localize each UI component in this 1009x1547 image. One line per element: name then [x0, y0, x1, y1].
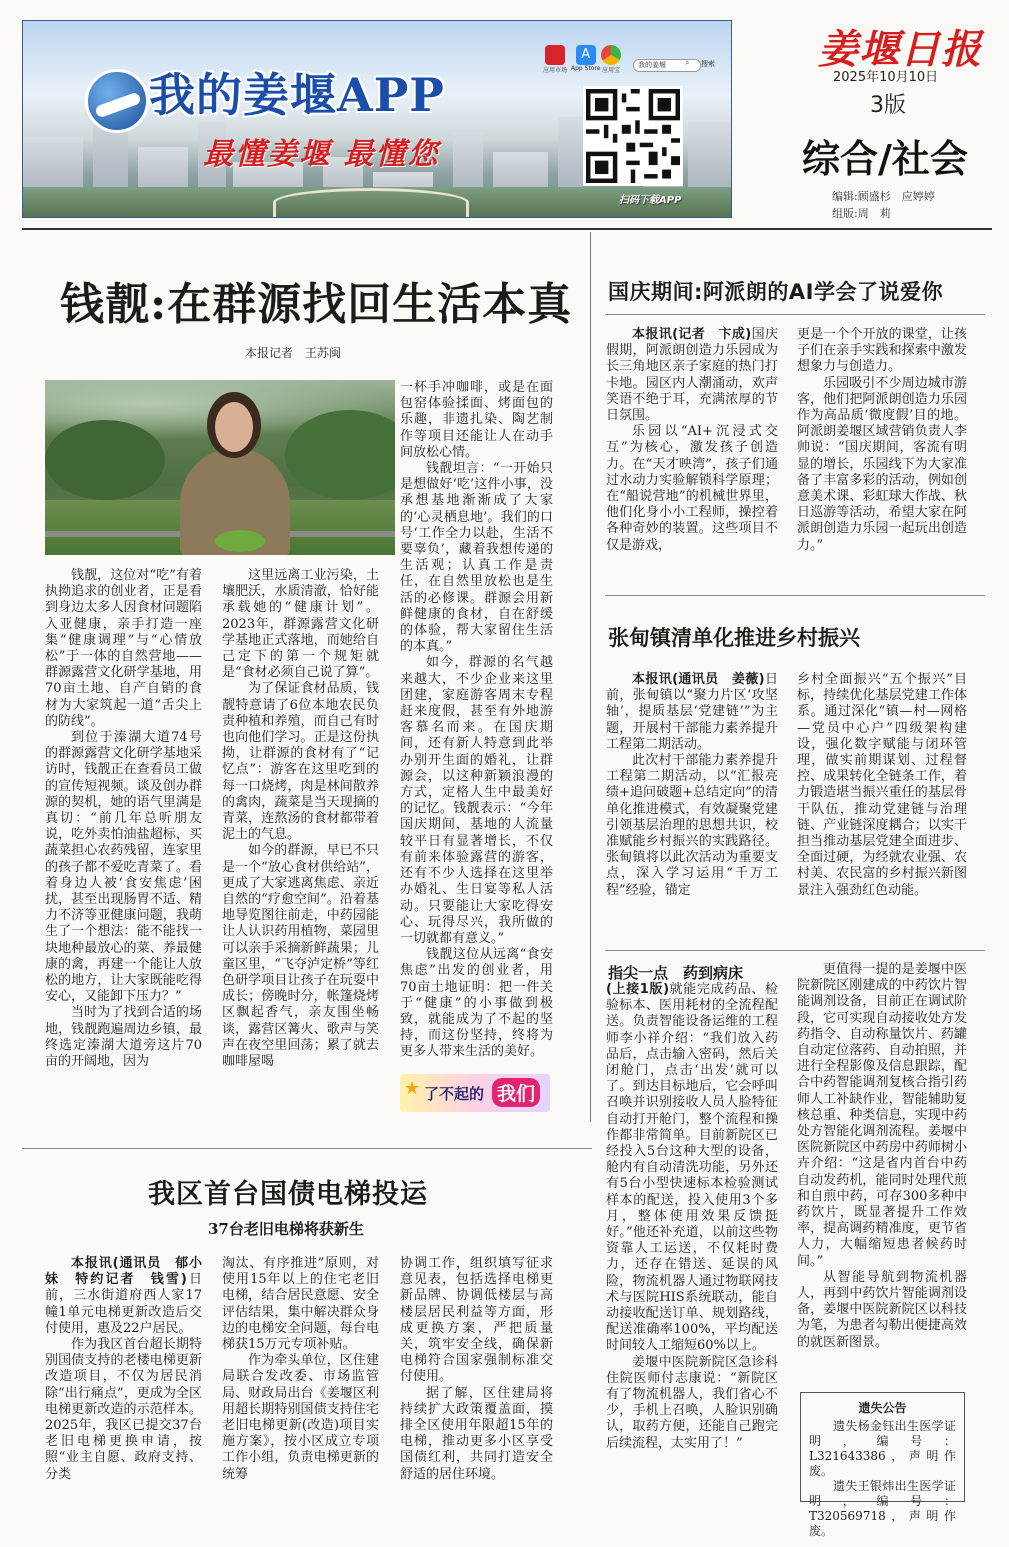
main-byline: 本报记者 王苏闽 [245, 346, 342, 360]
column-divider [590, 232, 591, 1122]
notice-item: 遗失杨金钰出生医学证明，编号：L321643386，声明作废。 [809, 1419, 956, 1478]
star-icon: ★ [404, 1078, 421, 1099]
med-col-2: 更值得一提的是姜堰中医院新院区刚建成的中药饮片智能调剂设备，目前正在调试阶段，它可实现自动接收处方发药指令、自动称量饮片、药罐自动定位落药、自动拍照，并进行全程影像及信息跟踪，配合中药智能调剂复核合指引药师人工补缺作业，智能辅助复核总重、种类信息，实现中药处方智能化调剂流程。姜堰中医院新院区中药房中药师树小卉介绍：“这是省内首台中药自动发药机，能同时处理代煎和自煎中药，可存300多种中药饮片，既显著提升工作效率，提高调药精准度，更节省人力，大幅缩短患者候药时间。” 从智能导航到物流机器人，再到中药饮片智能调剂设备，姜堰中医院新院区以科技为笔，为患者勾勒出便捷高效的就医新图景。 [797, 962, 967, 1350]
layout-line: 组版:周 莉 [832, 207, 891, 220]
section-divider-2 [605, 950, 985, 951]
page-number: 3版 [870, 93, 906, 118]
section-divider-3 [22, 1148, 592, 1149]
app-title: 我的姜堰APP [149, 68, 445, 122]
huawei-store-icon [545, 45, 565, 65]
ai-col-1: 本报讯(记者 卞成)国庆假期，阿派朗创造力乐园成为长三角地区亲子家庭的热门打卡地。园区内人潮涌动，欢声笑语不绝于耳，充满浓厚的节日氛围。 乐园以“AI+沉浸式交互”为核心，激发孩子创造力。在“天才映湾”，孩子们通过水动力实验解锁科学原理；在“船说营地”的机械世界里，他们化身小小工程师，操控着各种奇妙的装置。这些项目不仅是游戏， [606, 327, 778, 553]
issue-date: 2025年10月10日 [833, 70, 939, 85]
qr-code-icon [586, 89, 680, 183]
ai-col-2: 更是一个个开放的课堂，让孩子们在亲手实践和探索中激发想象力与创造力。 乐园吸引不少周边城市游客，他们把阿派朗创造力乐园作为高品质‘微度假’目的地。阿派朗姜堰区域营销负责人李帅说：“国庆期间，客流有明显的增长，乐园线下为大家准备了丰富多彩的活动，例如创意美术课、彩虹球大作战、秋日巡游等活动，希望大家在阿派朗创造力乐园一起玩出创造力。” [797, 327, 967, 553]
search-input[interactable]: 我的姜堰 [633, 59, 701, 72]
main-col-1: 钱靓，这位对“吃”有着执拗追求的创业者，正是看到身边太多人因食材问题陷入亚健康，亲手打造一座集“健康调理”与“心情放松”于一体的自然营地——群源露营文化研学基地，用70亩土地、自产自销的食材为大家筑起一道“舌尖上的防线”。 到位于溱湖大道74号的群源露营文化研学基地采访时，钱靓正在查看员工做的宣传短视频。谈及创办群源的契机，她的语气里满是真切：“前几年总听朋友说，吃外卖怕油盐超标，买蔬菜担心农药残留，连家里的孩子都不爱吃青菜了。看着身边人被‘食安焦虑’困扰，甚至出现肠胃不适、精力不济等亚健康问题，我萌生了一个想法：能不能找一块地种最放心的菜、养最健康的禽，再建一个能让人放松的地方，让大家既能吃得安心，又能卸下压力？” 当时为了找到合适的场地，钱靓跑遍周边乡镇，最终选定溱湖大道旁这片70亩的开阔地，因为 [45, 568, 202, 1070]
search-icon: ⌕ [685, 58, 690, 67]
app-store[interactable]: A App Store [571, 47, 601, 72]
search-button[interactable]: 搜索 [701, 60, 715, 68]
main-col-2: 这里远离工业污染，土壤肥沃，水质清澈，恰好能承载她的“健康计划”。2023年，群源露营文化研学基地正式落地，而她给自己定下的第一个规矩就是“食材必须自己说了算”。 为了保证食材品质，钱靓特意请了6位本地农民负责种植和养殖，而自己有时也向他们学习。正是这份执拗，让群源的食材有了“记忆点”：游客在这里吃到的每一口烧烤，肉是林间散养的禽肉，蔬菜是当天现摘的青菜，连熬汤的食材都带着泥土的气息。 如今的群源，早已不只是一个“放心食材供给站”，更成了大家逃离焦虑、亲近自然的“疗愈空间”。沿着基地导览图往前走，中药园能让人认识药用植物，菜园里可以亲手采摘新鲜蔬果；儿童区里，“飞夺泸定桥”等红色研学项目让孩子在玩耍中成长；傍晚时分，帐篷烧烤区飘起香气，亲友围坐畅谈，露营区篝火、歌声与笑声在夜空里回荡；累了就去咖啡屋喝 [222, 568, 379, 1070]
elev-col-1: 本报讯(通讯员 郁小妹 特约记者 钱雪)日前，三水街道府西人家17幢1单元电梯更新改造后交付使用，惠及22户居民。 作为我区首台超长期特别国债支持的老楼电梯更新改造项目，不仅为居民消除“出行痛点”，更成为全区电梯更新改造的示范样本。2025年，我区已提交37台老旧电梯更换申请，按照“业主自愿、政府支持、分类 [45, 1256, 202, 1482]
column-badge [400, 1074, 550, 1112]
app-store-icon: A [576, 45, 596, 65]
app-slogan: 最懂姜堰 最懂您 [203, 137, 440, 172]
yingyongbao-icon [601, 45, 621, 65]
elev-headline: 我区首台国债电梯投运 [148, 1179, 428, 1210]
zd-col-1: 本报讯(通讯员 姜薇)日前，张甸镇以“聚力片区‘攻坚轴’，提质基层‘党建链’”为主题，开展村干部能力素养提升工程第二期活动。 此次村干部能力素养提升工程第二期活动，以“汇报亮绩+追问破题+总结定向”的清单化推进模式，有效凝聚党建引领基层治理的思想共识，校准赋能乡村振兴的实践路径。张甸镇将以此次活动为重要支点，深入学习运用“千万工程”经验，锚定 [606, 672, 778, 898]
med-col-1: (上接1版)就能完成药品、检验标本、医用耗材的全流程配送。负责智能设备运维的工程师李小祥介绍：“我们放入药品后，点击输入密码，然后关闭舱门，点击‘出发’就可以了。到达目标地后，它会呼叫召唤并识别接收人员人脸特征自动打开舱门，整个流程和操作都非常简单。目前新院区已经投入5台这种大型的设备，舱内有自动清洗功能，另外还有5台小型快速标本检验测试样本的配送，投入使用3个多月，整体使用效果反馈挺好。”他还补充道，以前这些物资靠人工运送，不仅耗时费力，还存在错送、延误的风险，物流机器人通过物联网技术与医院HIS系统联动，能自动接收配送订单、规划路线，配送准确率100%，平均配送时间较人工缩短60%以上。 姜堰中医院新院区急诊科住院医师付志康说：“新院区有了物流机器人，我们省心不少，手机上召唤，人脸识别确认，取药方便，还能自己跑完后续流程，太实用了！” [606, 982, 778, 1451]
badge-highlight: 我们 [492, 1078, 540, 1107]
elev-col-2: 淘汰、有序推进”原则，对使用15年以上的住宅老旧电梯，结合居民意愿、安全评估结果，集中解决群众身边的电梯安全问题，每台电梯获15万元专项补贴。 作为牵头单位，区住建局联合发改委、市场监管局、财政局出台《姜堰区利用超长期特别国债支持住宅老旧电梯更新(改造)项目实施方案》，按小区成立专项工作小组，负责电梯更新的统筹 [222, 1256, 379, 1482]
huawei-store[interactable]: 应用市场 [543, 45, 567, 74]
main-photo [45, 380, 395, 555]
elev-col-3: 协调工作，组织填写征求意见表，包括选择电梯更新品牌、协调低楼层与高楼层居民利益等方面，形成更换方案，严把质量关，筑牢安全线，确保新电梯符合国家强制标准交付使用。 据了解，区住建局将持续扩大政策覆盖面，摸排全区使用年限超15年的电梯，推动更多小区享受国债红利，共同打造安全舒适的居住环境。 [400, 1256, 553, 1482]
med-headline: 指尖一点 药到病床 [608, 964, 744, 982]
notice-item: 遗失王银炜出生医学证明，编号：T320569718，声明作废。 [809, 1479, 956, 1538]
badge-text: 了不起的 [424, 1085, 485, 1103]
notice-title: 遗失公告 [858, 1401, 907, 1415]
section-title: 综合/社会 [802, 136, 968, 181]
app-banner[interactable] [22, 20, 732, 218]
main-col-3: 一杯手冲咖啡，或是在面包窑体验揉面、烤面包的乐趣，非遗扎染、陶艺制作等项目还能让人在动手间放松心情。 钱靓坦言：“一开始只是想做好‘吃’这件小事，没承想基地渐渐成了大家的‘心灵栖息地’。我们的口号‘工作全力以赴，生活不要辜负’，藏着我想传递的生活观；认真工作是责任，在自然里放松也是生活的必修课。群源会用新鲜健康的食材，自在舒缓的体验，帮大家留住生活的本真。” 如今，群源的名气越来越大，不少企业来这里团建，家庭游客周末专程赶来度假，甚至有外地游客慕名而来。在国庆期间，还有新人特意到此举办别开生面的婚礼，让群源会，以这种新颖浪漫的方式，定格人生中最美好的记忆。钱靓表示：“今年国庆期间，基地的人流量较平日有显著增长，不仅有前来体验露营的游客，还有不少人选择在这里举办婚礼、生日宴等私人活动。只要能让大家吃得安心、玩得尽兴，我所做的一切就都有意义。” 钱靓这位从远离“食安焦虑”出发的创业者，用70亩土地证明：把一件关于“健康”的小事做到极致，就能成为了不起的坚持，而这份坚持，终将为更多人带来生活的美好。 [400, 380, 553, 1060]
qr-caption: 扫码下载APP [619, 195, 682, 206]
header-divider [22, 228, 992, 230]
qr-code[interactable] [583, 86, 683, 186]
section-divider-1 [605, 595, 985, 596]
ai-headline-rule [605, 314, 985, 315]
elev-subhead: 37台老旧电梯将获新生 [208, 1220, 364, 1238]
yingyongbao-store[interactable]: 应用宝 [601, 45, 621, 74]
zd-col-2: 乡村全面振兴“五个振兴”目标，持续优化基层党建工作体系。通过深化“镇—村—网格—党员中心户”四级架构建设，强化数字赋能与闭环管理，做实前期谋划、过程督控、成果转化全链条工作，着力锻造堪当振兴重任的基层骨干队伍，推动党建链与治理链、产业链深度耦合；以实干担当推动基层党建全面进步、全面过硬，为经就农业强、农村美、农民富的乡村振兴新图景注入强劲红色动能。 [797, 672, 967, 898]
ai-headline: 国庆期间:阿派朗的AI学会了说爱你 [608, 280, 943, 304]
lost-notice-box [800, 1392, 965, 1538]
main-headline: 钱靓:在群源找回生活本真 [60, 279, 573, 330]
paper-name: 姜堰日报 [818, 26, 982, 73]
editors-line: 编辑:顾盛杉 应婷婷 [832, 190, 935, 203]
zd-headline: 张甸镇清单化推进乡村振兴 [608, 626, 860, 650]
